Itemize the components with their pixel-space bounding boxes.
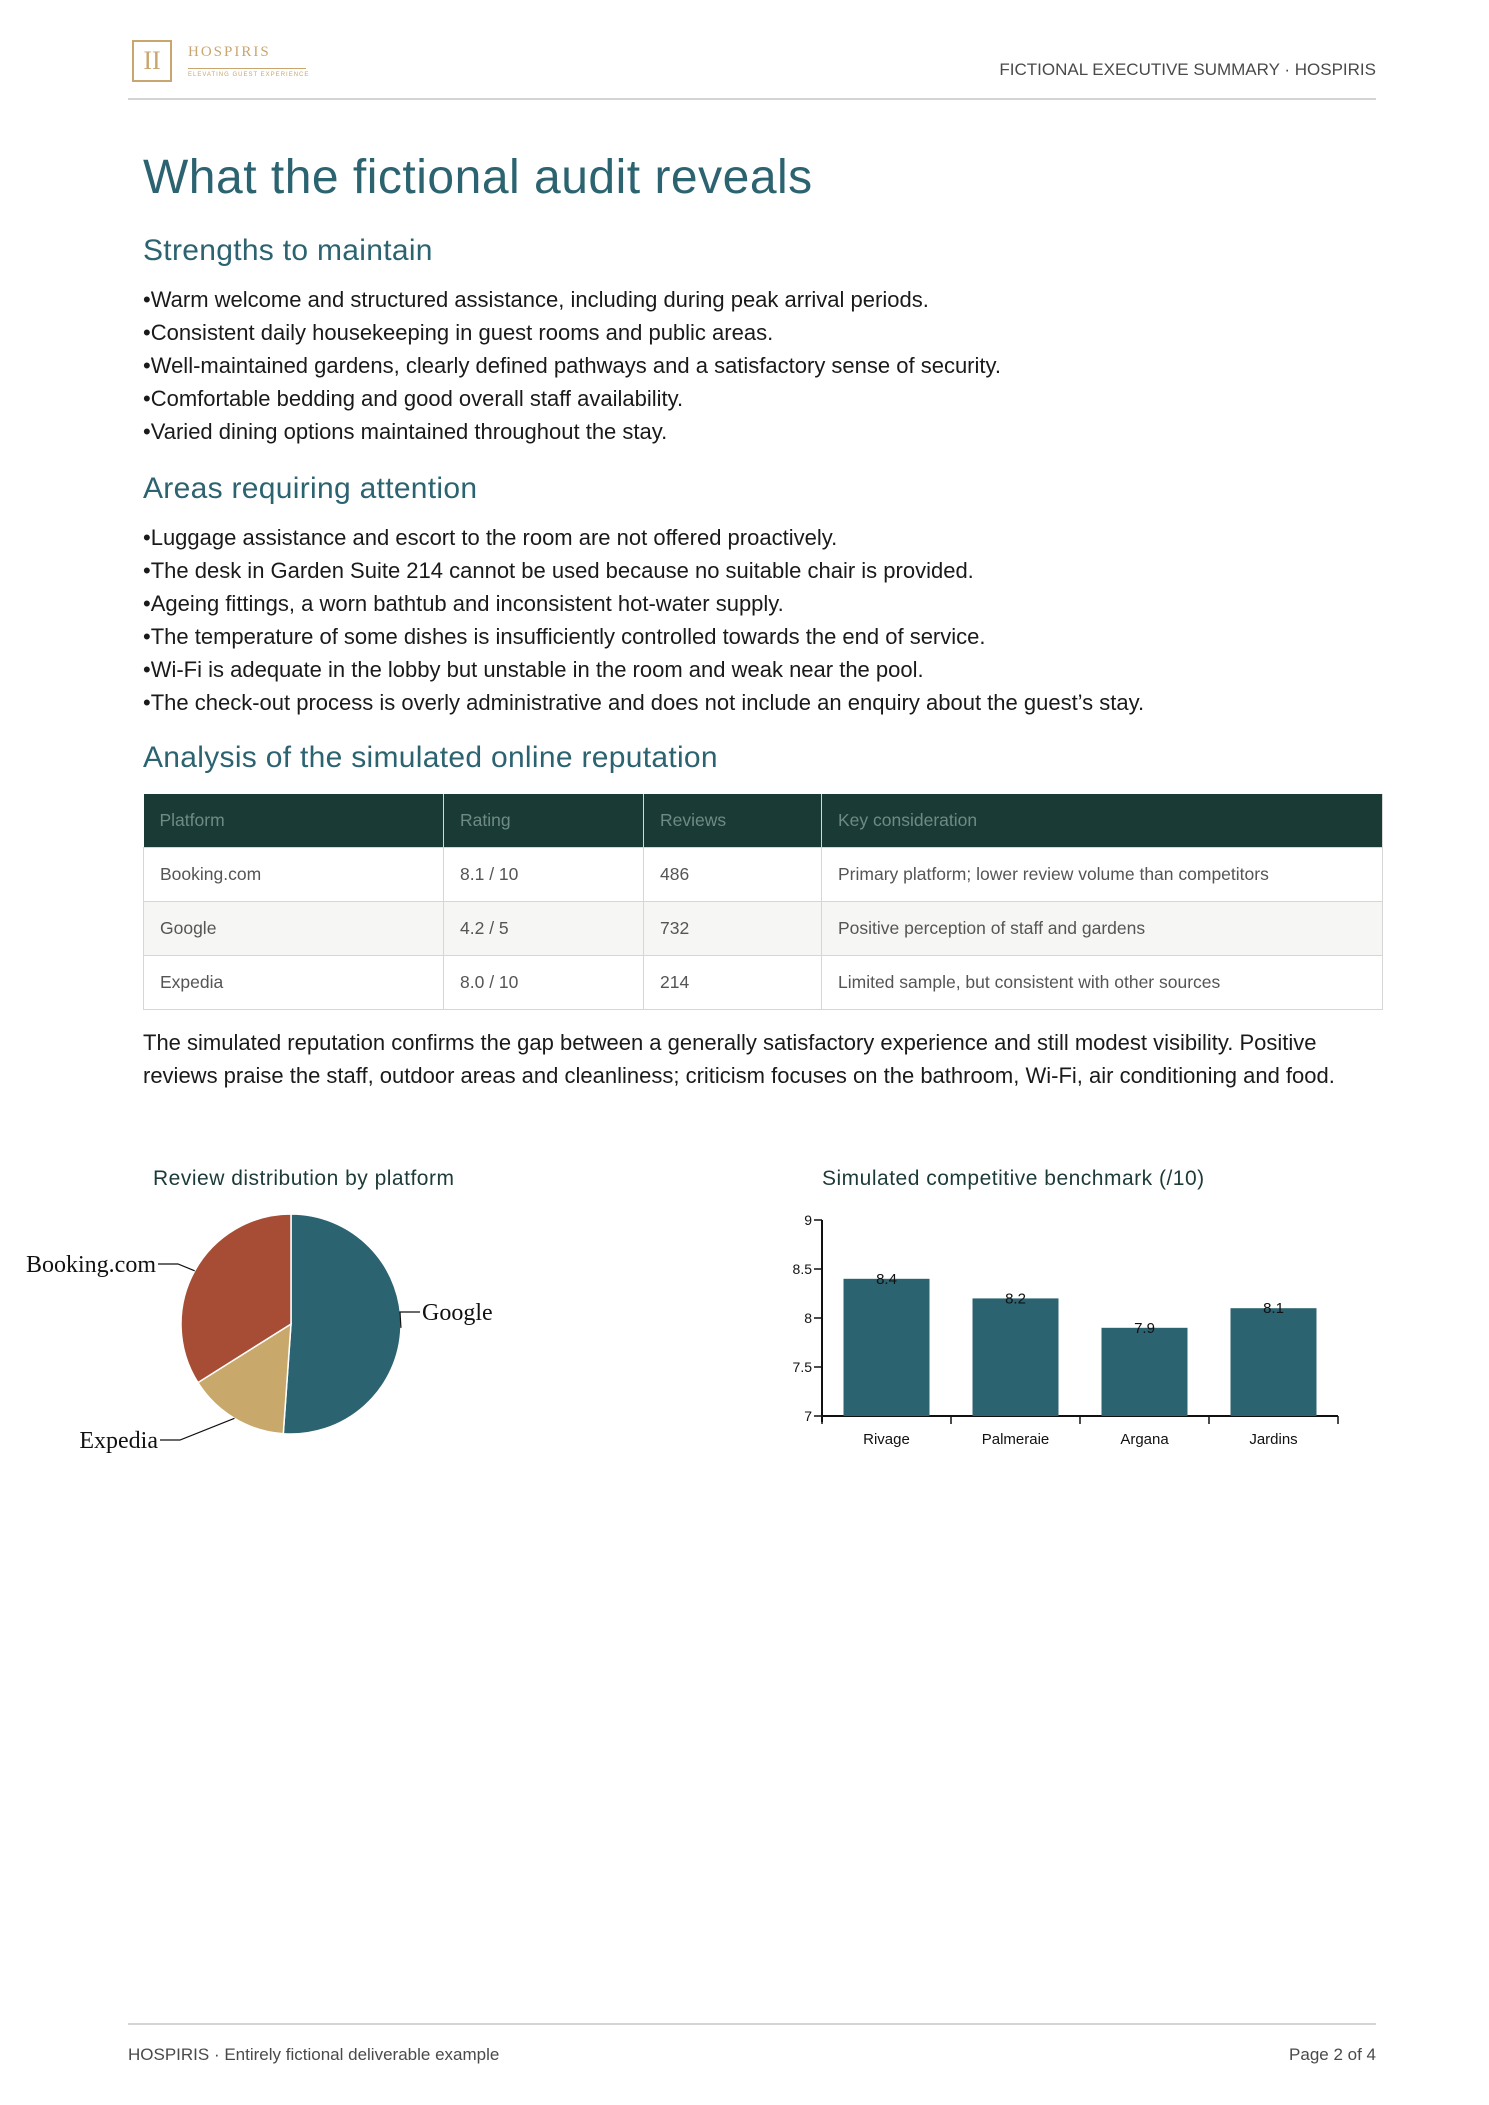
list-item: • Ageing fittings, a worn bathtub and inconsistent hot-water supply. xyxy=(143,587,1144,620)
bar-value-label: 8.1 xyxy=(1263,1300,1284,1318)
strengths-heading: Strengths to maintain xyxy=(143,234,433,267)
table-cell: 4.2 / 5 xyxy=(444,902,644,956)
attention-heading: Areas requiring attention xyxy=(143,472,478,505)
logo-name: HOSPIRIS xyxy=(188,44,271,60)
page-header xyxy=(128,36,1376,100)
reputation-table xyxy=(143,794,1383,1010)
bar-chart xyxy=(760,1200,1360,1460)
bar-value-label: 7.9 xyxy=(1134,1319,1155,1337)
page-title: What the fictional audit reveals xyxy=(143,151,813,204)
list-item: • The temperature of some dishes is insufficiently controlled towards the end of service. xyxy=(143,620,1144,653)
table-cell: 8.1 / 10 xyxy=(444,848,644,902)
x-tick-label: Argana xyxy=(1120,1431,1169,1448)
table-cell: 486 xyxy=(644,848,822,902)
list-item: • Comfortable bedding and good overall staff availability. xyxy=(143,382,1001,415)
list-item: • Wi-Fi is adequate in the lobby but unstable in the room and weak near the pool. xyxy=(143,653,1144,686)
bar-jardins xyxy=(1231,1308,1317,1416)
table-cell: 732 xyxy=(644,902,822,956)
table-row xyxy=(144,956,1383,1010)
table-row xyxy=(144,848,1383,902)
header-document-label: FICTIONAL EXECUTIVE SUMMARY · HOSPIRIS xyxy=(999,60,1376,79)
pie-label: Booking.com xyxy=(26,1252,156,1278)
reputation-heading: Analysis of the simulated online reputation xyxy=(143,741,718,774)
list-item: • Varied dining options maintained throughout the stay. xyxy=(143,415,1001,448)
list-item: • Luggage assistance and escort to the room are not offered proactively. xyxy=(143,521,1144,554)
y-tick-label: 8.5 xyxy=(792,1261,812,1277)
pie-leader-line xyxy=(400,1312,420,1328)
bar-value-label: 8.2 xyxy=(1005,1290,1026,1308)
table-cell: 8.0 / 10 xyxy=(444,956,644,1010)
pie-leader-line xyxy=(160,1418,234,1440)
pie-slice-google xyxy=(283,1214,401,1434)
x-tick-label: Rivage xyxy=(863,1431,910,1448)
table-cell: 214 xyxy=(644,956,822,1010)
strengths-list xyxy=(143,283,1001,448)
reputation-summary: The simulated reputation confirms the gap between a generally satisfactory experience and still modest visibility. Positive reviews praise the staff, outdoor areas and cleanliness; criticism focuses on the bathroom, Wi-Fi, air conditioning and food. xyxy=(143,1030,1335,1088)
y-tick-label: 9 xyxy=(804,1212,812,1228)
page-footer xyxy=(128,2023,1376,2064)
column-header-key-consideration: Key consideration xyxy=(822,794,1383,848)
footer-text: HOSPIRIS · Entirely fictional deliverable example xyxy=(128,2045,500,2064)
column-header-rating: Rating xyxy=(444,794,644,848)
x-tick-label: Jardins xyxy=(1249,1431,1298,1448)
logo-divider xyxy=(188,68,306,69)
list-item: • Well-maintained gardens, clearly defined pathways and a satisfactory sense of security. xyxy=(143,349,1001,382)
table-cell: Google xyxy=(144,902,444,956)
y-tick-label: 7.5 xyxy=(792,1359,812,1375)
list-item: • The check-out process is overly administrative and does not include an enquiry about the guest’s stay. xyxy=(143,686,1144,719)
table-row xyxy=(144,902,1383,956)
list-item: • Consistent daily housekeeping in guest rooms and public areas. xyxy=(143,316,1001,349)
table-cell: Primary platform; lower review volume than competitors xyxy=(822,848,1383,902)
x-tick-label: Palmeraie xyxy=(981,1431,1050,1448)
pie-chart-title: Review distribution by platform xyxy=(153,1167,455,1190)
table-header-row xyxy=(144,794,1383,848)
attention-list xyxy=(143,521,1144,719)
pie-label: Google xyxy=(422,1300,493,1326)
table-cell: Limited sample, but consistent with other sources xyxy=(822,956,1383,1010)
bar-argana xyxy=(1102,1328,1188,1416)
column-header-reviews: Reviews xyxy=(644,794,822,848)
bar-chart-title: Simulated competitive benchmark (/10) xyxy=(822,1167,1205,1190)
column-header-platform: Platform xyxy=(144,794,444,848)
bar-rivage xyxy=(844,1279,930,1416)
list-item: • The desk in Garden Suite 214 cannot be used because no suitable chair is provided. xyxy=(143,554,1144,587)
pie-leader-line xyxy=(158,1264,195,1271)
table-cell: Booking.com xyxy=(144,848,444,902)
logo-tagline: ELEVATING GUEST EXPERIENCE xyxy=(188,72,310,78)
pie-chart xyxy=(0,1200,520,1460)
bar-value-label: 8.4 xyxy=(876,1270,897,1288)
y-tick-label: 7 xyxy=(804,1408,812,1424)
y-tick-label: 8 xyxy=(804,1310,812,1326)
logo-mark: II xyxy=(132,40,172,82)
bar-palmeraie xyxy=(973,1298,1059,1416)
list-item: • Warm welcome and structured assistance, including during peak arrival periods. xyxy=(143,283,1001,316)
page-number: Page 2 of 4 xyxy=(1289,2045,1376,2064)
table-cell: Expedia xyxy=(144,956,444,1010)
hospiris-logo xyxy=(132,38,312,86)
pie-label: Expedia xyxy=(79,1428,158,1454)
table-cell: Positive perception of staff and gardens xyxy=(822,902,1383,956)
